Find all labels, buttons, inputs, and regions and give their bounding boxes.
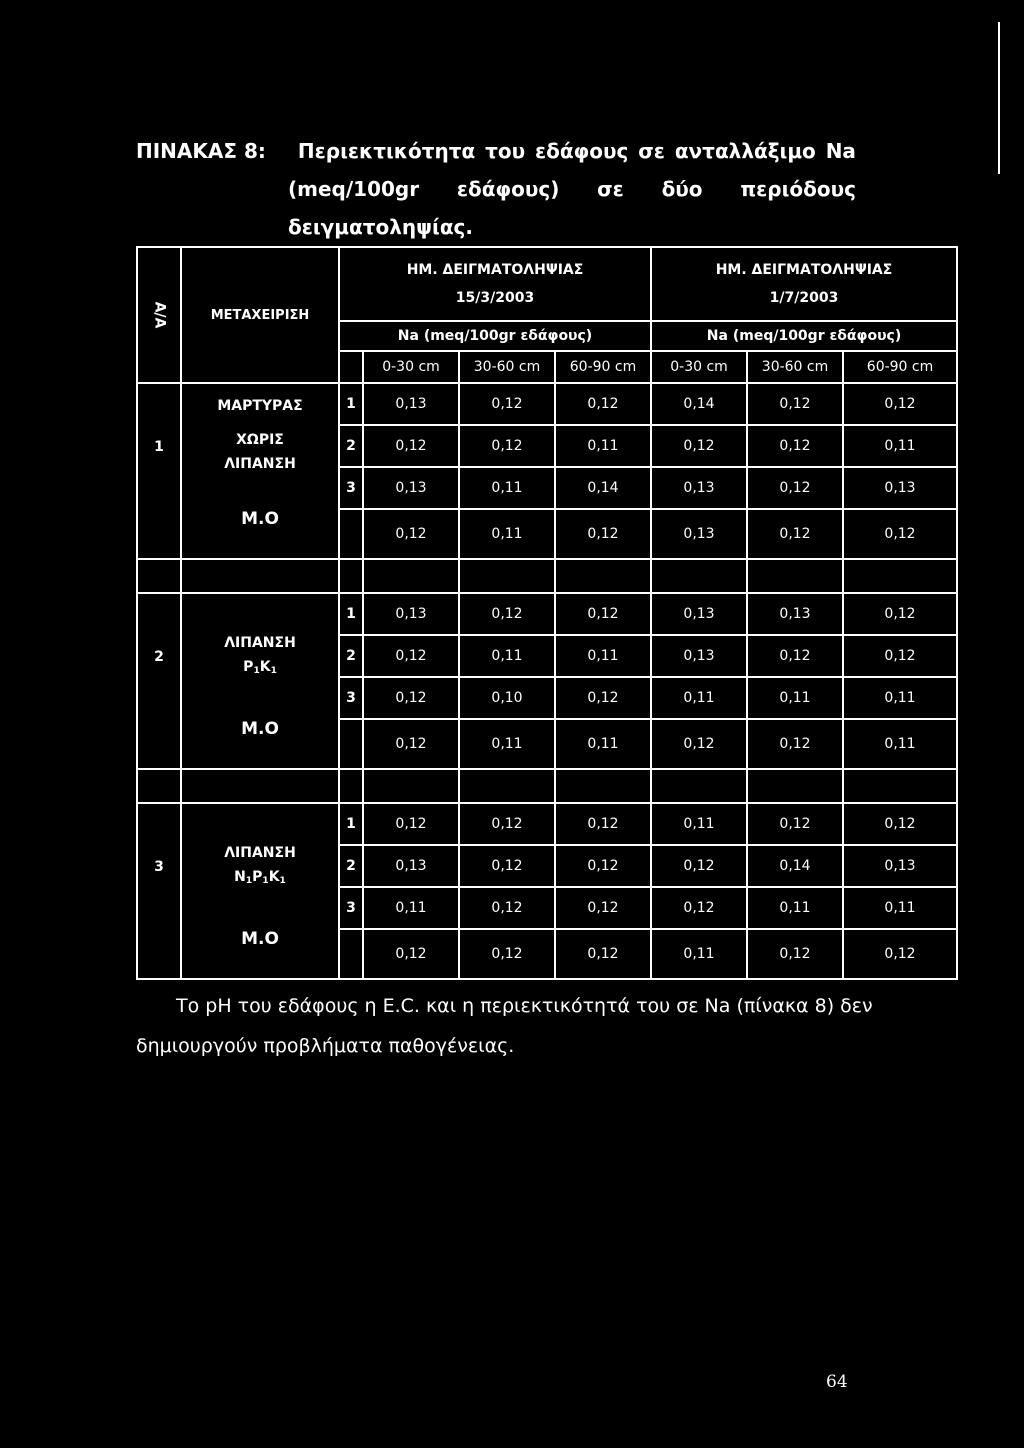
- treatment-name: ΜΑΡΤΥΡΑΣ: [217, 398, 303, 414]
- gap-cell: [137, 769, 181, 803]
- treatment-name: ΛΙΠΑΝΣΗ: [224, 634, 296, 651]
- mean-label: Μ.Ο: [181, 719, 339, 769]
- date1-header: [339, 247, 651, 321]
- treatment-name: ΛΙΠΑΝΣΗ: [224, 456, 296, 472]
- treatment-formula: [182, 865, 338, 893]
- aa-cell-blank: [137, 719, 181, 769]
- value-cell: 0,14: [747, 845, 843, 887]
- value-cell: 0,11: [555, 425, 651, 467]
- depth-header: 0-30 cm: [651, 351, 747, 383]
- value-cell: 0,13: [363, 467, 459, 509]
- rep-number: 1: [339, 383, 363, 425]
- caption-word: σε: [597, 177, 624, 201]
- value-cell: 0,12: [747, 383, 843, 425]
- value-cell: 0,11: [747, 887, 843, 929]
- value-cell: 0,12: [363, 635, 459, 677]
- note: [136, 986, 896, 1066]
- gap-cell: [137, 559, 181, 593]
- value-cell: 0,12: [459, 845, 555, 887]
- value-cell: 0,12: [459, 593, 555, 635]
- mean-label: Μ.Ο: [181, 929, 339, 979]
- rep-number-blank: [339, 509, 363, 559]
- value-cell: 0,12: [555, 887, 651, 929]
- value-cell: 0,12: [555, 677, 651, 719]
- value-cell: 0,12: [459, 383, 555, 425]
- rep-number-blank: [339, 719, 363, 769]
- mean-value: 0,12: [747, 929, 843, 979]
- aa-cell-blank: [137, 929, 181, 979]
- value-cell: 0,12: [747, 467, 843, 509]
- value-cell: 0,13: [843, 845, 957, 887]
- mean-value: 0,12: [363, 719, 459, 769]
- caption-word: του: [485, 139, 526, 163]
- caption-word: εδάφους: [534, 139, 629, 163]
- rep-number: 2: [339, 425, 363, 467]
- treatment-header: ΜΕΤΑΧΕΙΡΙΣΗ: [181, 247, 339, 383]
- value-cell: 0,13: [747, 593, 843, 635]
- mean-value: 0,11: [651, 929, 747, 979]
- value-cell: 0,11: [555, 635, 651, 677]
- table-row: [137, 383, 957, 425]
- gap-cell: [555, 559, 651, 593]
- mean-row: [137, 719, 957, 769]
- value-cell: 0,12: [843, 593, 957, 635]
- value-cell: 0,10: [459, 677, 555, 719]
- value-cell: 0,13: [363, 383, 459, 425]
- value-cell: 0,11: [459, 635, 555, 677]
- gap-cell: [459, 559, 555, 593]
- date1-title: ΗΜ. ΔΕΙΓΜΑΤΟΛΗΨΙΑΣ: [406, 262, 584, 278]
- formula-subscript: 1: [262, 875, 269, 886]
- treatment-name: ΛΙΠΑΝΣΗ: [224, 844, 296, 861]
- value-cell: 0,12: [843, 803, 957, 845]
- depth-spacer: [339, 351, 363, 383]
- formula-element: K: [268, 868, 280, 885]
- mean-value: 0,13: [651, 509, 747, 559]
- date1-value: 15/3/2003: [455, 290, 535, 306]
- treatment-cell: [181, 803, 339, 929]
- date2-header: [651, 247, 957, 321]
- gap-cell: [181, 769, 339, 803]
- value-cell: 0,12: [555, 803, 651, 845]
- caption-word: σε: [638, 139, 665, 163]
- group-gap-row: [137, 769, 957, 803]
- group-gap-row: [137, 559, 957, 593]
- caption-word: (meq/100gr: [288, 177, 420, 201]
- value-cell: 0,14: [651, 383, 747, 425]
- gap-cell: [339, 559, 363, 593]
- value-cell: 0,13: [651, 593, 747, 635]
- treatment-cell: [181, 383, 339, 509]
- value-cell: 0,12: [651, 425, 747, 467]
- gap-cell: [363, 769, 459, 803]
- mean-value: 0,12: [747, 719, 843, 769]
- mean-value: 0,12: [363, 929, 459, 979]
- value-cell: 0,11: [459, 467, 555, 509]
- gap-cell: [651, 769, 747, 803]
- gap-cell: [651, 559, 747, 593]
- caption-word: περιόδους: [740, 177, 856, 201]
- value-cell: 0,12: [363, 425, 459, 467]
- date2-value: 1/7/2003: [769, 290, 839, 306]
- treatment-formula: [182, 655, 338, 683]
- mean-row: [137, 929, 957, 979]
- value-cell: 0,12: [459, 887, 555, 929]
- formula-element: K: [259, 658, 271, 675]
- value-cell: 0,14: [555, 467, 651, 509]
- treatment-cell: [181, 593, 339, 719]
- value-cell: 0,12: [459, 803, 555, 845]
- formula-subscript: 1: [245, 875, 253, 886]
- mean-value: 0,11: [459, 719, 555, 769]
- value-cell: 0,12: [555, 383, 651, 425]
- table-row: [137, 593, 957, 635]
- depth-header: 0-30 cm: [363, 351, 459, 383]
- aa-header-cell: [137, 247, 181, 383]
- value-cell: 0,12: [747, 803, 843, 845]
- value-cell: 0,12: [459, 425, 555, 467]
- aa-cell: 3: [137, 803, 181, 929]
- formula-element: N: [234, 868, 246, 885]
- rep-number: 1: [339, 803, 363, 845]
- gap-cell: [363, 559, 459, 593]
- caption-word: ανταλλάξιμο: [674, 139, 816, 163]
- formula-subscript: 1: [279, 875, 286, 886]
- mean-label: Μ.Ο: [181, 509, 339, 559]
- value-cell: 0,13: [363, 845, 459, 887]
- value-cell: 0,12: [747, 635, 843, 677]
- formula-subscript: 1: [253, 665, 260, 676]
- value-cell: 0,13: [843, 467, 957, 509]
- caption-word: εδάφους): [456, 177, 560, 201]
- value-cell: 0,13: [651, 467, 747, 509]
- mean-value: 0,12: [459, 929, 555, 979]
- caption-word: Περιεκτικότητα: [297, 139, 476, 163]
- caption-line-2: [136, 170, 856, 208]
- mean-value: 0,12: [651, 719, 747, 769]
- mean-value: 0,12: [555, 929, 651, 979]
- formula-element: P: [243, 658, 254, 675]
- table-row: [137, 803, 957, 845]
- caption-word: δύο: [661, 177, 703, 201]
- rep-number: 3: [339, 677, 363, 719]
- value-cell: 0,12: [555, 845, 651, 887]
- depth-header: 60-90 cm: [555, 351, 651, 383]
- mean-value: 0,12: [363, 509, 459, 559]
- rep-number: 3: [339, 467, 363, 509]
- table-caption: [136, 132, 856, 246]
- value-cell: 0,12: [363, 803, 459, 845]
- mean-value: 0,12: [843, 929, 957, 979]
- value-cell: 0,11: [747, 677, 843, 719]
- unit1-header: Na (meq/100gr εδάφους): [339, 321, 651, 351]
- value-cell: 0,12: [651, 887, 747, 929]
- sodium-table: [136, 246, 958, 980]
- value-cell: 0,13: [363, 593, 459, 635]
- value-cell: 0,11: [651, 677, 747, 719]
- rep-number-blank: [339, 929, 363, 979]
- aa-cell: 2: [137, 593, 181, 719]
- value-cell: 0,12: [843, 383, 957, 425]
- margin-rule: [998, 22, 1000, 174]
- aa-header: Α/Α: [150, 301, 167, 329]
- mean-value: 0,12: [747, 509, 843, 559]
- rep-number: 2: [339, 635, 363, 677]
- gap-cell: [843, 769, 957, 803]
- caption-line-3: [136, 208, 856, 246]
- mean-value: 0,11: [459, 509, 555, 559]
- value-cell: 0,11: [843, 677, 957, 719]
- depth-header: 60-90 cm: [843, 351, 957, 383]
- rep-number: 3: [339, 887, 363, 929]
- aa-cell-blank: [137, 509, 181, 559]
- depth-header: 30-60 cm: [747, 351, 843, 383]
- value-cell: 0,12: [843, 635, 957, 677]
- formula-subscript: 1: [270, 665, 277, 676]
- caption-label: ΠΙΝΑΚΑΣ 8:: [136, 139, 266, 163]
- caption-line-1: [136, 132, 856, 170]
- rep-number: 2: [339, 845, 363, 887]
- note-line-2: δημιουργούν προβλήματα παθογένειας.: [136, 1035, 515, 1057]
- value-cell: 0,13: [651, 635, 747, 677]
- rep-number: 1: [339, 593, 363, 635]
- gap-cell: [843, 559, 957, 593]
- date2-title: ΗΜ. ΔΕΙΓΜΑΤΟΛΗΨΙΑΣ: [715, 262, 893, 278]
- gap-cell: [747, 559, 843, 593]
- note-line-1: Το pH του εδάφους η E.C. και η περιεκτικότητά του σε Na (πίνακα 8) δεν: [176, 995, 873, 1017]
- mean-value: 0,11: [555, 719, 651, 769]
- page-number: 64: [826, 1372, 848, 1392]
- caption-line-3-text: δειγματοληψίας.: [288, 215, 474, 239]
- treatment-name: ΧΩΡΙΣ: [236, 432, 284, 448]
- gap-cell: [459, 769, 555, 803]
- caption-word: Na: [825, 139, 856, 163]
- value-cell: 0,12: [651, 845, 747, 887]
- gap-cell: [181, 559, 339, 593]
- mean-row: [137, 509, 957, 559]
- gap-cell: [555, 769, 651, 803]
- mean-value: 0,12: [843, 509, 957, 559]
- value-cell: 0,11: [363, 887, 459, 929]
- aa-cell: 1: [137, 383, 181, 509]
- value-cell: 0,12: [363, 677, 459, 719]
- value-cell: 0,12: [555, 593, 651, 635]
- value-cell: 0,11: [843, 425, 957, 467]
- value-cell: 0,11: [651, 803, 747, 845]
- value-cell: 0,12: [747, 425, 843, 467]
- value-cell: 0,11: [843, 887, 957, 929]
- gap-cell: [339, 769, 363, 803]
- mean-value: 0,12: [555, 509, 651, 559]
- unit2-header: Na (meq/100gr εδάφους): [651, 321, 957, 351]
- mean-value: 0,11: [843, 719, 957, 769]
- formula-element: P: [252, 868, 263, 885]
- depth-header: 30-60 cm: [459, 351, 555, 383]
- gap-cell: [747, 769, 843, 803]
